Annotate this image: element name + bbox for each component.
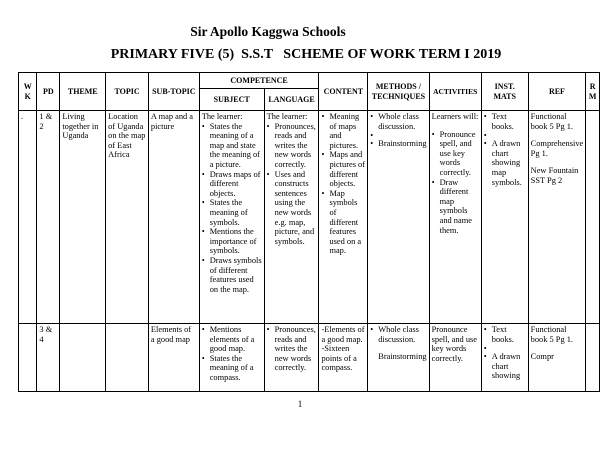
cell-ref: [528, 111, 586, 324]
list-item: • States the meaning of symbols.: [210, 198, 262, 227]
list-item: • Meaning of maps and pictures.: [329, 112, 365, 150]
list-item: • Maps and pictures of different objects.: [329, 150, 365, 188]
cell-subject: [199, 111, 264, 324]
cell-activities: Pronounce spell, and use key words correctly.: [429, 324, 481, 392]
table-row: [19, 324, 600, 392]
spacer: [378, 131, 426, 139]
list-item: • Draw different map symbols and name them.: [440, 178, 479, 236]
header-methods: METHODS / TECHNIQUES: [368, 73, 429, 111]
list-item: • Text books.: [492, 112, 526, 131]
list-item: • Pronounces, reads and writes the new words correctly.: [275, 122, 317, 170]
list-item: • Text books.: [492, 325, 526, 344]
ref-item: Comprehensive Pg 1.: [530, 139, 584, 158]
list-item: • A drawn chart showing: [492, 352, 526, 381]
cell-topic: [106, 324, 149, 392]
list-item: • Whole class discussion.: [378, 325, 426, 344]
spacer: [492, 131, 526, 139]
cell-content: [319, 111, 368, 324]
content-line: -Elements of a good map.: [321, 325, 365, 344]
cell-language: [264, 324, 319, 392]
cell-subtopic: Elements of a good map: [148, 324, 199, 392]
list-item: • Brainstorming: [378, 139, 426, 149]
cell-wk: [19, 324, 37, 392]
header-topic: TOPIC: [106, 73, 149, 111]
list-item: • Mentions the importance of symbols.: [210, 227, 262, 256]
cell-ref: [528, 324, 586, 392]
cell-language: [264, 111, 319, 324]
cell-topic: Location of Uganda on the map of East Africa: [106, 111, 149, 324]
document-title: PRIMARY FIVE (5) S.S.T SCHEME OF WORK TERM I 2019: [110, 47, 502, 62]
cell-rm: [586, 324, 600, 392]
content-line: -Sixteen points of a compass.: [321, 344, 357, 373]
header-content: CONTENT: [319, 73, 368, 111]
list-item: • Draws maps of different objects.: [210, 170, 262, 199]
cell-methods: [368, 111, 429, 324]
cell-inst-mats: [481, 111, 528, 324]
ref-item: Functional book 5 Pg 1.: [530, 325, 574, 344]
language-intro: The learner:: [266, 112, 308, 121]
page-number: 1: [297, 399, 303, 409]
list-item: • Pronounces, reads and writes the new words correctly.: [275, 325, 317, 373]
list-item: • States the meaning of a compass.: [210, 354, 262, 383]
list-item: • Map symbols of different features used on a map.: [329, 189, 365, 256]
school-name: Sir Apollo Kaggwa Schools: [190, 24, 346, 39]
header-ref: REF: [528, 73, 586, 111]
subject-intro: The learner:: [201, 112, 243, 121]
spacer: [492, 344, 526, 352]
cell-pd: 3 & 4: [37, 324, 60, 392]
header-rm: R M: [586, 73, 600, 111]
cell-wk: .: [19, 111, 37, 324]
cell-pd: 1 & 2: [37, 111, 60, 324]
cell-methods: [368, 324, 429, 392]
cell-subject: [199, 324, 264, 392]
ref-item: Functional book 5 Pg 1.: [530, 112, 574, 131]
cell-theme: [60, 324, 106, 392]
scheme-of-work-table: [18, 72, 600, 392]
header-wk: W K: [19, 73, 37, 111]
header-pd: PD: [37, 73, 60, 111]
header-theme: THEME: [60, 73, 106, 111]
header-subtopic: SUB-TOPIC: [148, 73, 199, 111]
cell-activities: [429, 111, 481, 324]
header-competence: COMPETENCE: [199, 73, 319, 89]
cell-inst-mats: [481, 324, 528, 392]
list-item: • Uses and constructs sentences using the new words e.g. map, picture, and symbols.: [275, 170, 317, 247]
header-subject: SUBJECT: [199, 89, 264, 111]
list-item: • States the meaning of a map and state the meaning of a picture.: [210, 122, 262, 170]
activities-intro: Learners will:: [431, 112, 479, 121]
cell-subtopic: A map and a picture: [148, 111, 199, 324]
table-row: [19, 111, 600, 324]
cell-theme: Living together in Uganda: [60, 111, 106, 324]
list-item: • Mentions elements of a good map.: [210, 325, 262, 354]
header-activities: ACTIVITIES: [429, 73, 481, 111]
cell-content: [319, 324, 368, 392]
header-inst-mats: INST. MATS: [481, 73, 528, 111]
list-item: • Pronounce spell, and use key words correctly.: [440, 130, 479, 178]
list-item: • A drawn chart showing map symbols.: [492, 139, 526, 187]
ref-item: Compr: [530, 352, 554, 362]
list-item: • Draws symbols of different features used on the map.: [210, 256, 262, 294]
cell-rm: [586, 111, 600, 324]
method-line: Brainstorming: [378, 352, 427, 362]
list-item: • Whole class discussion.: [378, 112, 426, 131]
header-language: LANGUAGE: [264, 89, 319, 111]
ref-item: New Fountain SST Pg 2: [530, 166, 579, 185]
